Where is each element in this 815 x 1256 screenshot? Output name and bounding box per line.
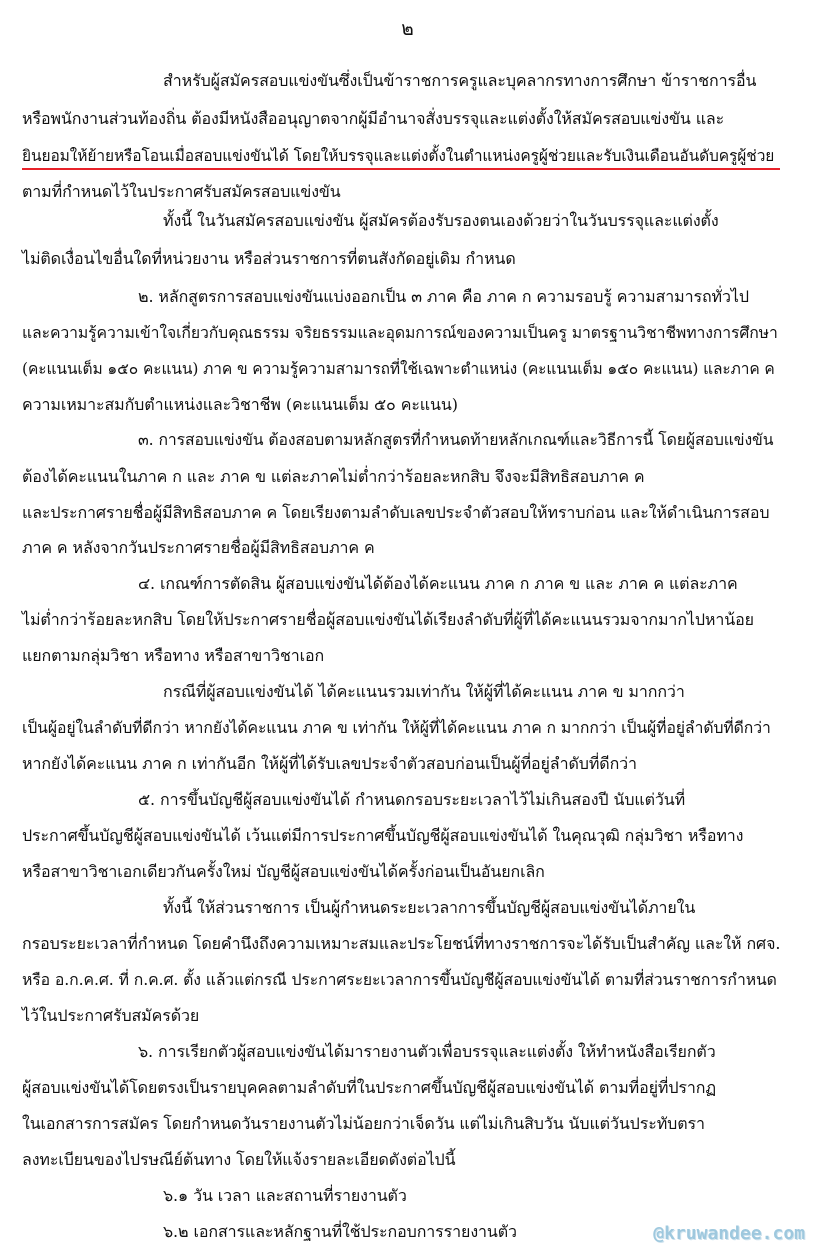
text-line: ลงทะเบียนของไปรษณีย์ต้นทาง โดยให้แจ้งรายละเอียดดังต่อไปนี้ [22, 1150, 456, 1169]
highlight-underline [22, 168, 780, 170]
text-line: เป็นผู้อยู่ในลำดับที่ดีกว่า หากยังได้คะแนน ภาค ข เท่ากัน ให้ผู้ที่ได้คะแนน ภาค ก มากกว่า เป็นผู้ที่อยู่ลำดับที่ดีกว่า [22, 718, 771, 737]
text-line: ความเหมาะสมกับตำแหน่งและวิชาชีพ (คะแนนเต็ม ๕๐ คะแนน) [22, 395, 458, 414]
text-line: หรือสาขาวิชาเอกเดียวกันครั้งใหม่ บัญชีผู้สอบแข่งขันได้ครั้งก่อนเป็นอันยกเลิก [22, 862, 545, 881]
text-line: ไม่ต่ำกว่าร้อยละหกสิบ โดยให้ประกาศรายชื่อผู้สอบแข่งขันได้เรียงลำดับที่ผู้ที่ได้คะแนนรวมจากมากไปหาน้อย [22, 610, 754, 629]
watermark: @kruwandee.com [653, 1223, 805, 1244]
page-number: ๒ [401, 18, 414, 40]
text-line: หรือ อ.ก.ค.ศ. ที่ ก.ค.ศ. ตั้ง แล้วแต่กรณี ประกาศระยะเวลาการขึ้นบัญชีผู้สอบแข่งขันได้ ตามที่ส่วนราชการกำหนด [22, 970, 777, 989]
text-line: ๖.๒ เอกสารและหลักฐานที่ใช้ประกอบการรายงานตัว [163, 1222, 517, 1241]
text-line: ๖.๑ วัน เวลา และสถานที่รายงานตัว [163, 1186, 407, 1205]
text-line: และประกาศรายชื่อผู้มีสิทธิสอบภาค ค โดยเรียงตามลำดับเลขประจำตัวสอบให้ทราบก่อน และให้ดำเนินการสอบ [22, 503, 770, 522]
text-line: (คะแนนเต็ม ๑๕๐ คะแนน) ภาค ข ความรู้ความสามารถที่ใช้เฉพาะตำแหน่ง (คะแนนเต็ม ๑๕๐ คะแนน) และภาค ค [22, 360, 775, 378]
text-line: ภาค ค หลังจากวันประกาศรายชื่อผู้มีสิทธิสอบภาค ค [22, 538, 375, 557]
text-line: ประกาศขึ้นบัญชีผู้สอบแข่งขันได้ เว้นแต่มีการประกาศขึ้นบัญชีผู้สอบแข่งขันได้ ในคุณวุฒิ กลุ่มวิชา หรือทาง [22, 826, 744, 845]
text-line: กรณีที่ผู้สอบแข่งขันได้ ได้คะแนนรวมเท่ากัน ให้ผู้ที่ได้คะแนน ภาค ข มากกว่า [163, 682, 685, 701]
text-line: แยกตามกลุ่มวิชา หรือทาง หรือสาขาวิชาเอก [22, 646, 325, 665]
text-line: ตามที่กำหนดไว้ในประกาศรับสมัครสอบแข่งขัน [22, 182, 341, 201]
text-line: ไว้ในประกาศรับสมัครด้วย [22, 1006, 200, 1025]
text-line: ๒. หลักสูตรการสอบแข่งขันแบ่งออกเป็น ๓ ภาค คือ ภาค ก ความรอบรู้ ความสามารถทั่วไป [138, 287, 749, 306]
text-line: ต้องได้คะแนนในภาค ก และ ภาค ข แต่ละภาคไม่ต่ำกว่าร้อยละหกสิบ จึงจะมีสิทธิสอบภาค ค [22, 467, 645, 486]
text-line: ๖. การเรียกตัวผู้สอบแข่งขันได้มารายงานตัวเพื่อบรรจุและแต่งตั้ง ให้ทำหนังสือเรียกตัว [138, 1042, 716, 1061]
text-line: สำหรับผู้สมัครสอบแข่งขันซึ่งเป็นข้าราชการครูและบุคลากรทางการศึกษา ข้าราชการอื่น [163, 71, 757, 90]
text-line: ทั้งนี้ ให้ส่วนราชการ เป็นผู้กำหนดระยะเวลาการขึ้นบัญชีผู้สอบแข่งขันได้ภายใน [163, 898, 696, 917]
text-line: ไม่ติดเงื่อนไขอื่นใดที่หน่วยงาน หรือส่วนราชการที่ตนสังกัดอยู่เดิม กำหนด [22, 249, 516, 268]
text-line: ๕. การขึ้นบัญชีผู้สอบแข่งขันได้ กำหนดกรอบระยะเวลาไว้ไม่เกินสองปี นับแต่วันที่ [138, 790, 686, 809]
text-line: ทั้งนี้ ในวันสมัครสอบแข่งขัน ผู้สมัครต้องรับรองตนเองด้วยว่าในวันบรรจุและแต่งตั้ง [163, 211, 719, 230]
text-line: และความรู้ความเข้าใจเกี่ยวกับคุณธรรม จริยธรรมและอุดมการณ์ของความเป็นครู มาตรฐานวิชาชีพทางการศึกษา [22, 323, 778, 342]
text-line: ในเอกสารการสมัคร โดยกำหนดวันรายงานตัวไม่น้อยกว่าเจ็ดวัน แต่ไม่เกินสิบวัน นับแต่วันประทับตรา [22, 1114, 705, 1133]
text-line: ผู้สอบแข่งขันได้โดยตรงเป็นรายบุคคลตามลำดับที่ในประกาศขึ้นบัญชีผู้สอบแข่งขันได้ ตามที่อยู่ที่ปรากฏ [22, 1078, 717, 1097]
text-line: หรือพนักงานส่วนท้องถิ่น ต้องมีหนังสืออนุญาตจากผู้มีอำนาจสั่งบรรจุและแต่งตั้งให้สมัครสอบแข่งขัน และ [22, 109, 725, 128]
text-line: ยินยอมให้ย้ายหรือโอนเมื่อสอบแข่งขันได้ โดยให้บรรจุและแต่งตั้งในตำแหน่งครูผู้ช่วยและรับเงินเดือนอันดับครูผู้ช่วย [22, 147, 775, 165]
text-line: กรอบระยะเวลาที่กำหนด โดยคำนึงถึงความเหมาะสมและประโยชน์ที่ทางราชการจะได้รับเป็นสำคัญ และให้ กศจ. [22, 934, 781, 953]
text-line: หากยังได้คะแนน ภาค ก เท่ากันอีก ให้ผู้ที่ได้รับเลขประจำตัวสอบก่อนเป็นผู้ที่อยู่ลำดับที่ดีกว่า [22, 754, 637, 773]
text-line: ๓. การสอบแข่งขัน ต้องสอบตามหลักสูตรที่กำหนดท้ายหลักเกณฑ์และวิธีการนี้ โดยผู้สอบแข่งขัน [138, 430, 774, 449]
text-line: ๔. เกณฑ์การตัดสิน ผู้สอบแข่งขันได้ต้องได้คะแนน ภาค ก ภาค ข และ ภาค ค แต่ละภาค [138, 574, 738, 593]
